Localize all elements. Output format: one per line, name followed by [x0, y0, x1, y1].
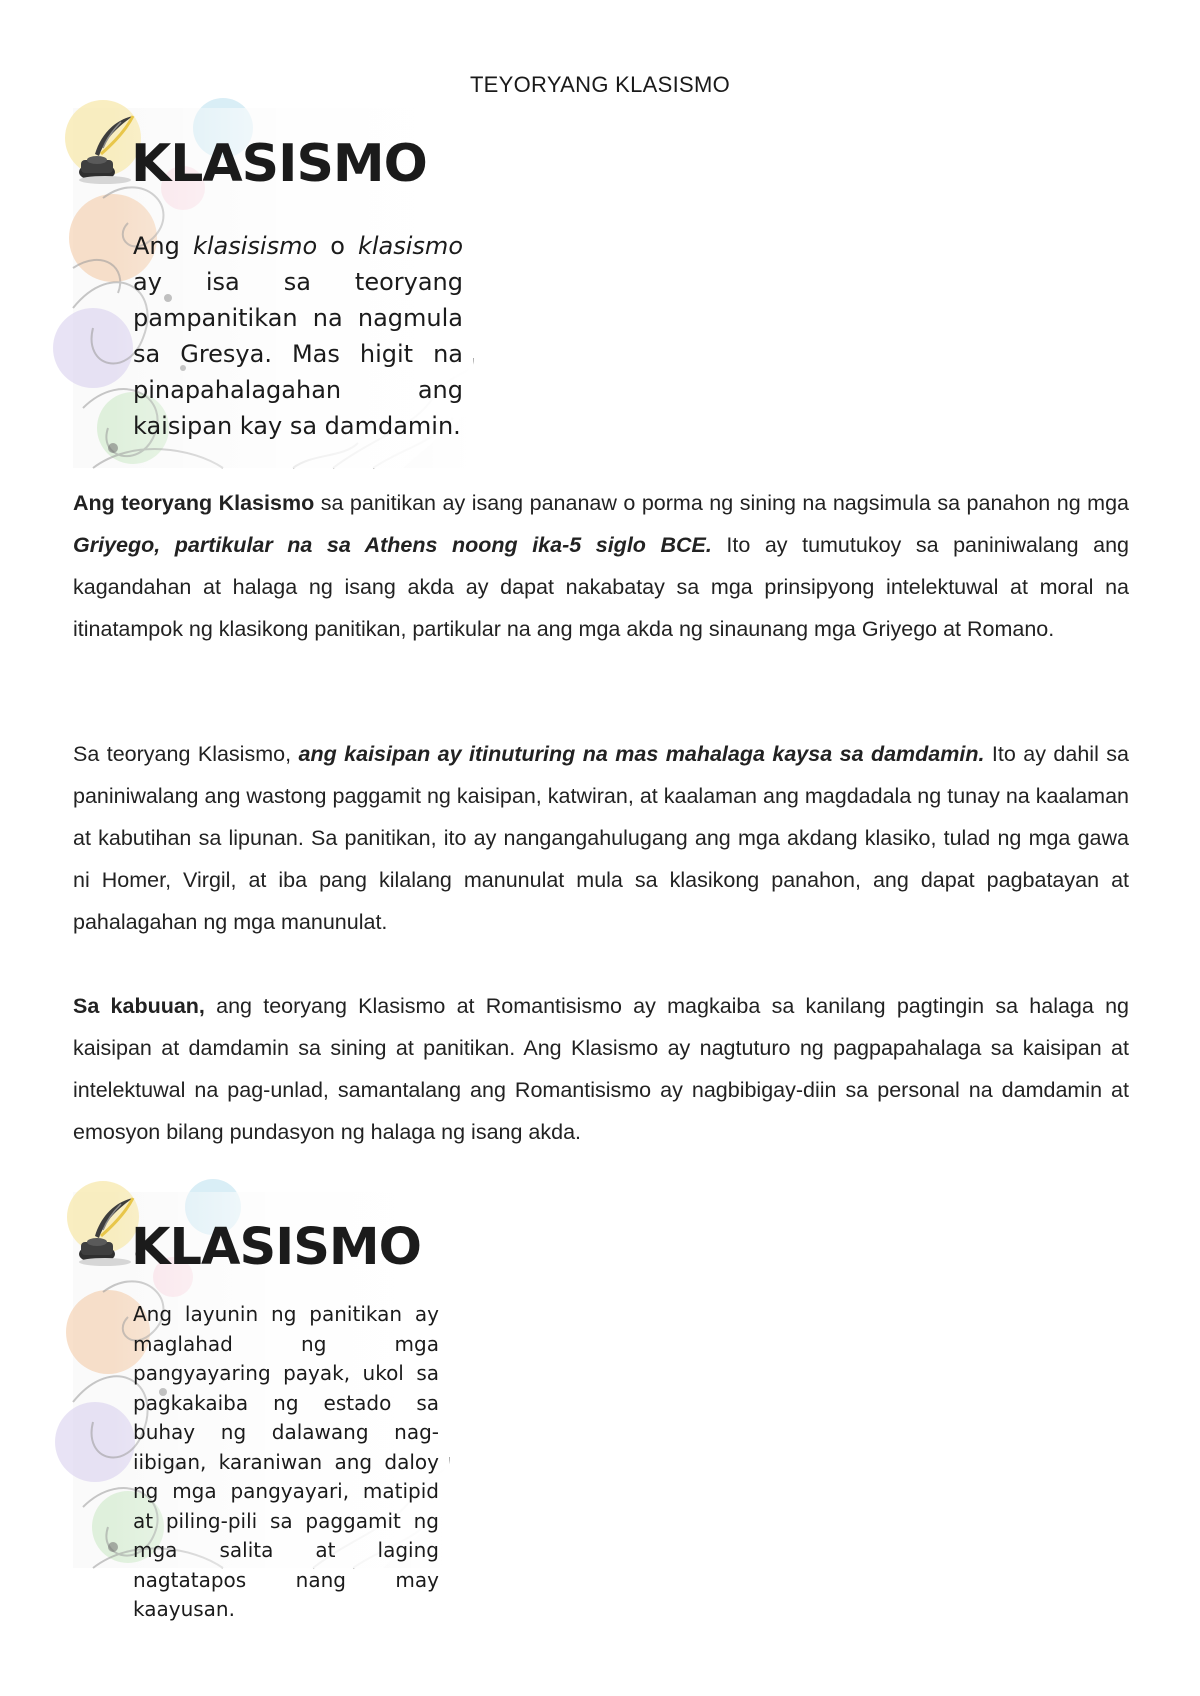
text-segment: Ang	[133, 232, 193, 260]
bold-lead: Ang teoryang Klasismo	[73, 491, 315, 515]
page-title: TEYORYANG KLASISMO	[469, 72, 731, 97]
text-segment: ang teoryang Klasismo at Romantisismo ay magkaiba sa kanilang pagtingin sa halaga ng kaisipan at damdamin sa sining at panitikan. Ang Klasismo ay nagtuturo ng pagpapahalaga sa kaisipan at intelektuwal na pag-unlad, samantalang ang Romantisismo ay nagbibigay-diin sa personal na damdamin at emosyon bilang pundasyon ng halaga ng isang akda.	[73, 994, 1129, 1144]
card-heading: KLASISMO	[131, 1218, 422, 1277]
paragraph-intro	[73, 482, 1129, 650]
card-heading: KLASISMO	[131, 134, 427, 194]
card-purpose-text: Ang layunin ng panitikan ay maglahad ng mga pangyayaring payak, ukol sa pagkakaiba ng estado sa buhay ng dalawang nag-iibigan, karaniwan ang daloy ng mga pangyayari, matipid at piling-pili sa paggamit ng mga salita at laging nagtatapos nang may kaayusan.	[133, 1302, 439, 1621]
italic-term: klasismo	[357, 232, 463, 260]
card-definition-text	[133, 228, 463, 444]
text-segment: Ito ay dahil sa paniniwalang ang wastong paggamit ng kaisipan, katwiran, at kaalaman ang magdadala ng tunay na kaalaman at kabutihan sa lipunan. Sa panitikan, ito ay nangangahulugang ang mga akdang klasiko, tulad ng mga gawa ni Homer, Virgil, at iba pang kilalang manunulat mula sa klasikong panahon, ang dapat pagbatayan at pahalagahan ng mga manunulat.	[73, 742, 1129, 934]
bold-italic-emphasis: ang kaisipan ay itinuturing na mas mahalaga kaysa sa damdamin.	[298, 742, 985, 766]
quill-inkwell-icon	[75, 1196, 139, 1268]
text-segment: sa panitikan ay isang pananaw o porma ng sining na nagsimula sa panahon ng mga	[314, 491, 1129, 515]
quill-inkwell-icon	[75, 114, 139, 186]
text-segment: Sa teoryang Klasismo,	[73, 742, 299, 766]
text-segment: Ito ay tumutukoy sa paniniwalang ang kagandahan at halaga ng isang akda ay dapat nakabatay sa mga prinsipyong intelektuwal at moral na itinatampok ng klasikong panitikan, partikular na ang mga akda ng sinaunang mga Griyego at Romano.	[73, 533, 1130, 641]
text-segment: ay isa sa teoryang pampanitikan na nagmula sa Gresya. Mas higit na pinapahalagahan ang kaisipan kay sa damdamin.	[133, 268, 463, 440]
paragraph-kaisipan	[73, 733, 1129, 943]
text-segment: o	[317, 232, 358, 260]
bold-italic-emphasis: Griyego, partikular na sa Athens noong ika-5 siglo BCE.	[73, 533, 712, 557]
paragraph-kabuuan	[73, 985, 1129, 1153]
klasismo-card-bottom	[73, 1192, 449, 1621]
klasismo-card-top	[73, 108, 473, 468]
italic-term: klasisismo	[192, 232, 318, 260]
bold-lead: Sa kabuuan,	[73, 994, 205, 1018]
